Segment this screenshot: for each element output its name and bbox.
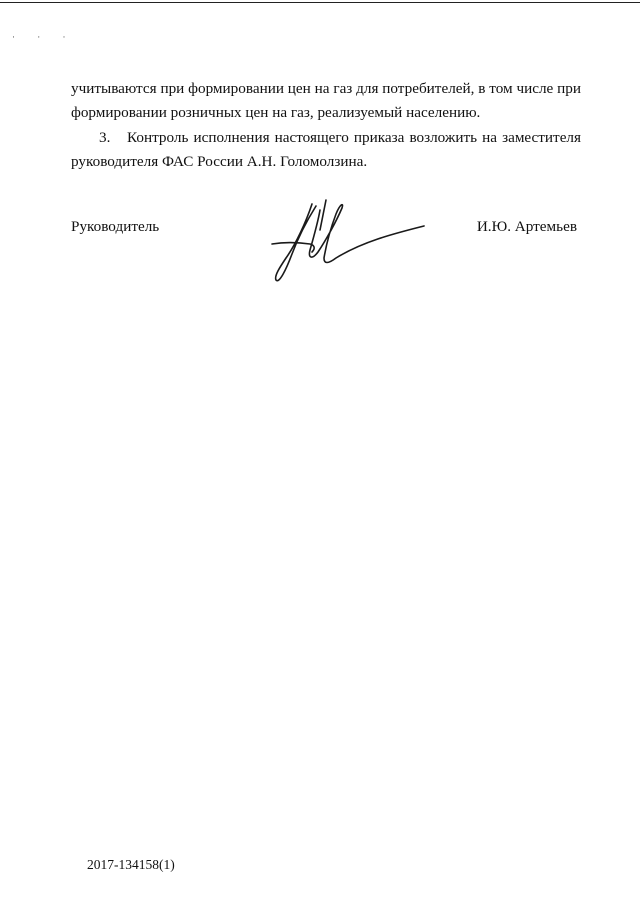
handwritten-signature xyxy=(262,192,432,292)
paragraph2-line1 xyxy=(71,126,581,150)
paragraph2-line2: руководителя ФАС России А.Н. Голомолзина. xyxy=(71,153,368,170)
signer-name: И.Ю. Артемьев xyxy=(476,218,577,235)
paragraph1-line2: формировании розничных цен на газ, реализуемый населению. xyxy=(71,104,481,121)
item-number: 3. xyxy=(99,129,111,146)
document-registration-number: 2017-134158(1) xyxy=(87,857,175,872)
paragraph-item-3 xyxy=(71,126,581,174)
paragraph-continuation xyxy=(71,77,581,125)
paragraph1-line1: учитываются при формировании цен на газ для потребителей, в том числе при xyxy=(71,80,581,97)
signer-title: Руководитель xyxy=(71,218,160,235)
paragraph2-line1-text: Контроль исполнения настоящего приказа возложить на заместителя xyxy=(127,129,581,146)
scan-artifacts: · · · xyxy=(12,32,76,42)
page-top-border xyxy=(0,2,640,3)
